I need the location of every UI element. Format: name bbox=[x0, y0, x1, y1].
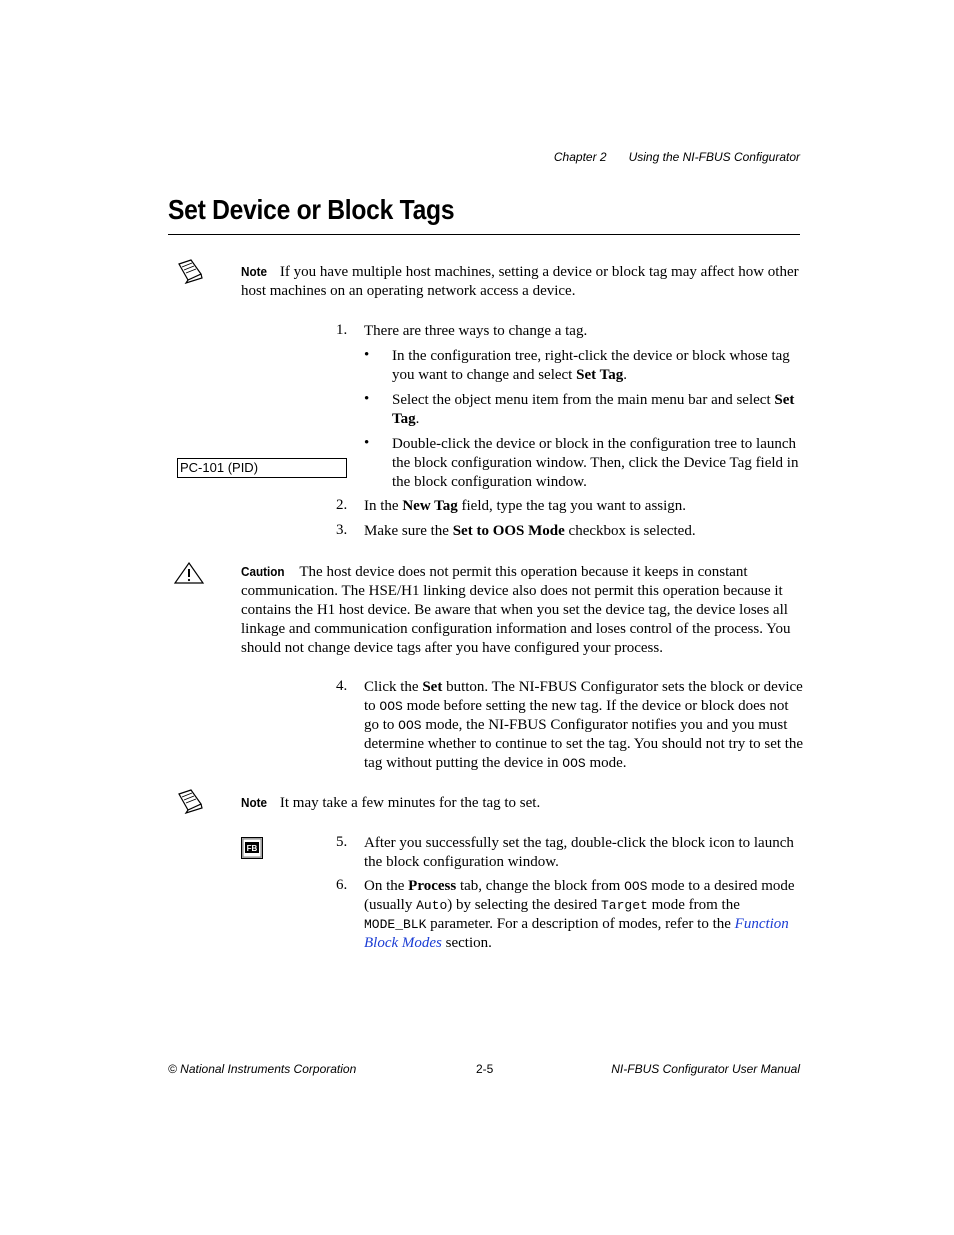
caution-icon bbox=[173, 561, 205, 585]
page-title: Set Device or Block Tags bbox=[168, 194, 455, 225]
running-header bbox=[554, 150, 800, 164]
step-text: mode, the NI-FBUS Configurator notifies you and you must determine whether to continue to set the tag. You should not try to set the tag without putting the device in bbox=[364, 717, 804, 771]
step-bold: New Tag bbox=[402, 498, 458, 514]
step-5-text: After you successfully set the tag, double-click the block icon to launch the block configuration window. bbox=[364, 835, 794, 870]
title-rule bbox=[168, 234, 800, 235]
bullet-mark: • bbox=[364, 435, 370, 451]
caution-block bbox=[241, 562, 801, 658]
code-text: OOS bbox=[624, 879, 648, 894]
step-text: checkbox is selected. bbox=[564, 523, 696, 539]
header-title: Using the NI-FBUS Configurator bbox=[628, 150, 800, 164]
note-icon bbox=[176, 258, 204, 284]
code-text: Auto bbox=[416, 898, 448, 913]
note-text: If you have multiple host machines, setting a device or block tag may affect how other host machines on an operating network access a device. bbox=[241, 264, 799, 299]
code-text: OOS bbox=[562, 756, 586, 771]
step-number: 1. bbox=[336, 322, 348, 338]
bullet-text: In the configuration tree, right-click the device or block whose tag you want to change and select bbox=[392, 348, 790, 383]
code-text: MODE_BLK bbox=[364, 917, 427, 932]
bullet-text: Select the object menu item from the main menu bar and select bbox=[392, 392, 775, 408]
step-bold: Set to OOS Mode bbox=[452, 523, 565, 539]
step-text: In the bbox=[364, 498, 403, 514]
function-block-modes-link[interactable]: Function Block Modes bbox=[364, 916, 789, 951]
note-2 bbox=[241, 793, 801, 813]
bullet-text: . bbox=[415, 411, 420, 427]
step-1-text: There are three ways to change a tag. bbox=[364, 323, 588, 339]
note-1 bbox=[241, 262, 801, 301]
footer-right: NI-FBUS Configurator User Manual bbox=[611, 1062, 800, 1076]
footer-page-number: 2-5 bbox=[476, 1062, 494, 1076]
bullet-mark: • bbox=[364, 347, 370, 363]
step-text: parameter. For a description of modes, refer to the bbox=[426, 916, 735, 932]
step-number: 3. bbox=[336, 522, 348, 538]
bullet-item: Double-click the device or block in the configuration tree to launch the block configuration window. Then, click the Device Tag field in the block configuration window. bbox=[392, 436, 799, 490]
note-icon bbox=[176, 788, 204, 814]
step-text: ) by selecting the desired bbox=[447, 897, 601, 913]
step-number: 6. bbox=[336, 877, 348, 893]
note-label: Note bbox=[241, 264, 268, 279]
fb-icon-label: FB bbox=[246, 844, 258, 853]
step-bold: Set bbox=[422, 679, 443, 695]
code-text: OOS bbox=[398, 718, 422, 733]
bullet-bold: Set Tag bbox=[576, 367, 624, 383]
note-label: Note bbox=[241, 795, 268, 810]
step-text: mode before setting the new tag. If the device or block does not go to bbox=[364, 698, 789, 733]
step-3-text bbox=[364, 522, 804, 541]
step-bold: Process bbox=[408, 878, 457, 894]
step-text: mode. bbox=[585, 755, 627, 771]
caution-text: The host device does not permit this operation because it keeps in constant communication. The HSE/H1 linking device also does not permit this operation because it contains the H1 host device. Be aware that when you set the device tag, the device loses all linkage and communication configuration information and loses control of the process. You should not change device tags after you have configured your process. bbox=[241, 564, 791, 656]
footer-left: © National Instruments Corporation bbox=[168, 1062, 357, 1076]
header-chapter: Chapter 2 bbox=[553, 150, 607, 164]
step-text: mode from the bbox=[647, 897, 740, 913]
fb-block-icon bbox=[241, 837, 263, 859]
caution-label: Caution bbox=[241, 564, 285, 579]
bullet-bold: Set Tag bbox=[392, 392, 795, 427]
bullet-mark: • bbox=[364, 391, 370, 407]
step-text: field, type the tag you want to assign. bbox=[457, 498, 687, 514]
step-text: On the bbox=[364, 878, 409, 894]
step-number: 2. bbox=[336, 497, 348, 513]
step-4-text bbox=[364, 678, 804, 773]
bullet-item bbox=[392, 347, 802, 385]
block-icon[interactable] bbox=[241, 837, 263, 859]
step-text: button. The NI-FBUS Configurator sets the block or device to bbox=[364, 679, 803, 714]
code-text: Target bbox=[601, 898, 648, 913]
step-text: section. bbox=[441, 935, 492, 951]
step-number: 5. bbox=[336, 834, 348, 850]
step-text: Make sure the bbox=[364, 523, 453, 539]
step-6-text bbox=[364, 877, 804, 953]
step-text: tab, change the block from bbox=[456, 878, 625, 894]
step-text: mode to a desired mode (usually bbox=[364, 878, 795, 913]
bullet-text: . bbox=[623, 367, 627, 383]
note-text: It may take a few minutes for the tag to set. bbox=[279, 795, 541, 811]
step-number: 4. bbox=[336, 678, 348, 694]
bullet-item bbox=[392, 391, 802, 429]
step-2-text bbox=[364, 497, 804, 516]
code-text: OOS bbox=[379, 699, 403, 714]
device-tag-field[interactable]: PC-101 (PID) bbox=[177, 458, 347, 478]
step-text: Click the bbox=[364, 679, 423, 695]
